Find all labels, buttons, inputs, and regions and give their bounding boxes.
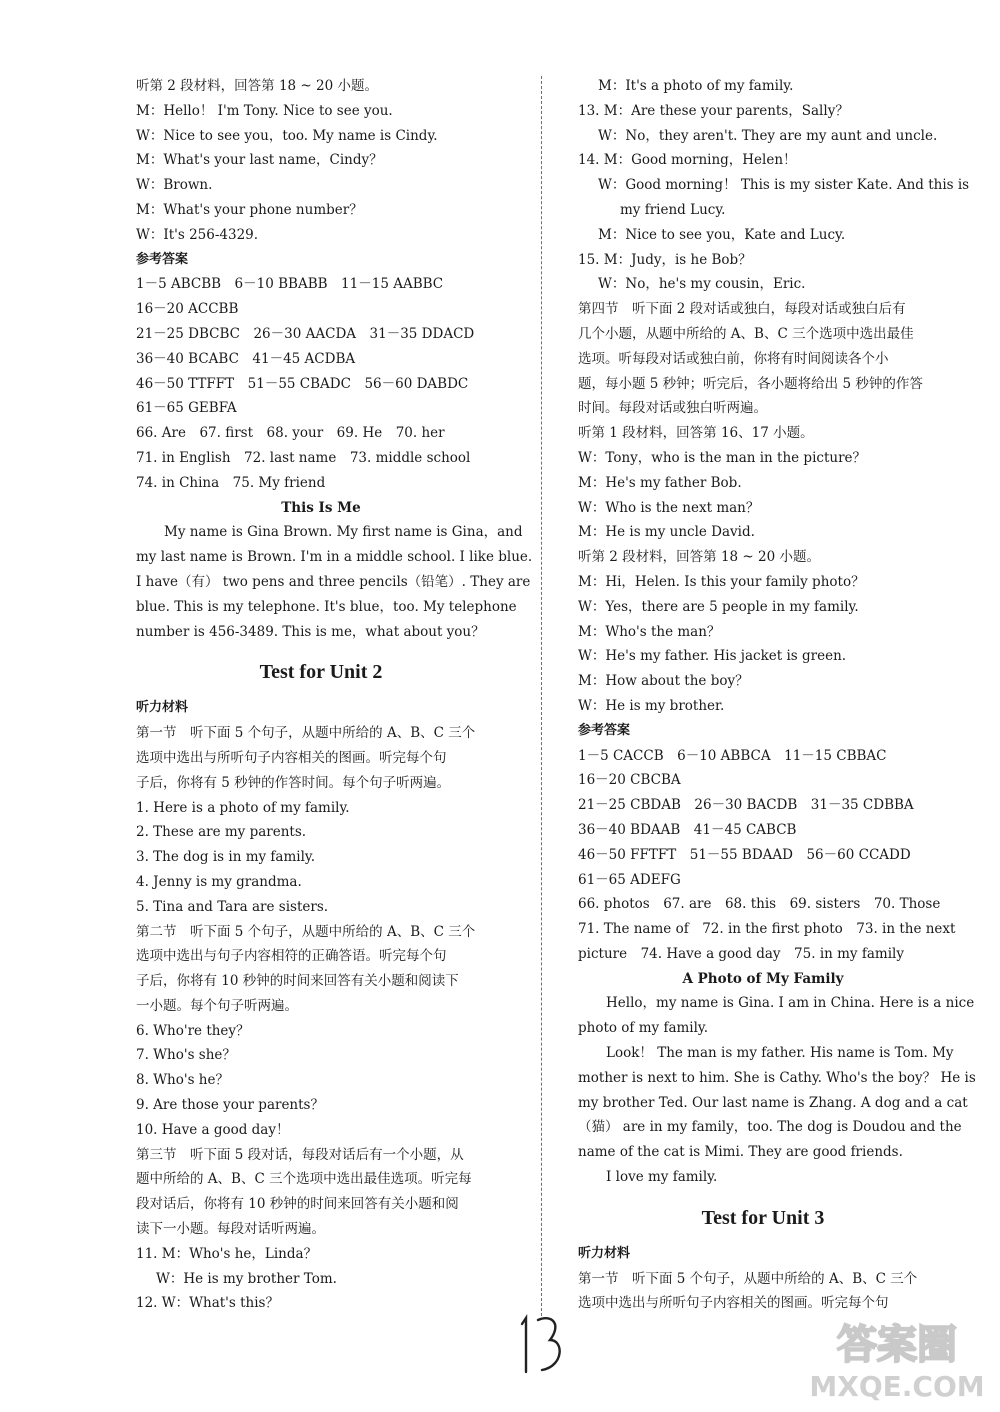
text-line: 子后，你将有 10 秒钟的时间来回答有关小题和阅读下 — [136, 973, 459, 990]
text-line: W：It's 256-4329. — [136, 226, 259, 243]
text-line: W：Yes，there are 5 people in my family. — [578, 598, 859, 615]
text-line: 读下一小题。每段对话听两遍。 — [136, 1221, 325, 1238]
question-11: 11. M：Who's he，Linda？ — [136, 1245, 318, 1262]
essay-body — [578, 991, 976, 1189]
answer-line: 74. in China 75. My friend — [136, 474, 326, 491]
essay-line: I have（有） two pens and three pencils（铅笔）. They are — [136, 573, 531, 590]
answer-line: 16－20 ACCBB — [136, 301, 239, 318]
answer-key — [136, 272, 506, 495]
text-line: 第二节 听下面 5 个句子，从题中所给的 A、B、C 三个 — [136, 923, 476, 940]
answer-line: 1－5 CACCB 6－10 ABBCA 11－15 CBBAC — [578, 747, 887, 764]
text-line: 题中所给的 A、B、C 三个选项中选出最佳选项。听完每 — [136, 1171, 472, 1188]
essay-line: My name is Gina Brown. My first name is Gina，and — [164, 524, 523, 541]
column-divider — [541, 76, 542, 1316]
text-line: M：Hi，Helen. Is this your family photo？ — [578, 573, 865, 590]
question-14-reply-cont: my friend Lucy. — [620, 201, 726, 218]
list-item: 9. Are those your parents？ — [136, 1097, 324, 1114]
answer-line: 36－40 BDAAB 41－45 CABCB — [578, 821, 797, 838]
essay-title: A Photo of My Family — [682, 970, 844, 987]
list-item: 1. Here is a photo of my family. — [136, 799, 350, 816]
left-column — [136, 74, 533, 1316]
text-line: 时间。每段对话或独白听两遍。 — [578, 400, 767, 417]
essay-line: my brother Ted. Our last name is Zhang. A dog and a cat — [578, 1094, 968, 1111]
text-line: W：He's my father. His jacket is green. — [578, 648, 847, 665]
answer-line: 21－25 CBDAB 26－30 BACDB 31－35 CDBBA — [578, 797, 914, 814]
answer-line: 61－65 GEBFA — [136, 400, 237, 417]
question-13-reply: W：No，they aren't. They are my aunt and uncle. — [598, 127, 938, 144]
essay-line: name of the cat is Mimi. They are good friends. — [578, 1144, 903, 1161]
question-14-reply: W：Good morning！ This is my sister Kate. And this is — [598, 177, 970, 194]
essay-line: I love my family. — [606, 1169, 718, 1186]
text-line: 几个小题，从题中所给的 A、B、C 三个选项中选出最佳 — [578, 325, 914, 342]
answer-line: 36－40 BCABC 41－45 ACDBA — [136, 350, 356, 367]
text-line: 第一节 听下面 5 个句子，从题中所给的 A、B、C 三个 — [136, 725, 476, 742]
intro-dialog — [136, 74, 506, 248]
question-12-reply: M：It's a photo of my family. — [598, 78, 794, 94]
list-item: 4. Jenny is my grandma. — [136, 873, 302, 890]
text-line: 听第 2 段材料，回答第 18 ~ 20 小题。 — [136, 78, 379, 94]
unit-2-title: Test for Unit 2 — [259, 661, 383, 684]
answer-line: 1－5 ABCBB 6－10 BBABB 11－15 AABBC — [136, 276, 444, 293]
section-3-instructions — [136, 1143, 506, 1242]
list-item: 6. Who're they？ — [136, 1022, 250, 1039]
answer-line: 46－50 TTFFT 51－55 CBADC 56－60 DABDC — [136, 375, 469, 392]
text-line: 第一节 听下面 5 个句子，从题中所给的 A、B、C 三个 — [578, 1270, 918, 1287]
answer-line: 66. Are 67. first 68. your 69. He 70. her — [136, 425, 445, 442]
essay-line: Hello，my name is Gina. I am in China. Here is a nice — [606, 995, 975, 1012]
text-line: M：Hello！ I'm Tony. Nice to see you. — [136, 102, 393, 119]
watermark-logo — [802, 1306, 992, 1406]
right-column — [578, 74, 976, 1316]
section-2-items — [136, 1019, 506, 1143]
question-14-reply-2: M：Nice to see you，Kate and Lucy. — [598, 226, 846, 243]
text-line: M：What's your phone number？ — [136, 201, 363, 218]
text-line: M：Who's the man？ — [578, 623, 721, 640]
unit-3-title: Test for Unit 3 — [701, 1206, 825, 1229]
list-item: 8. Who's he？ — [136, 1072, 229, 1089]
question-11-reply: W：He is my brother Tom. — [156, 1270, 337, 1287]
question-13: 13. M：Are these your parents，Sally？ — [578, 102, 849, 119]
answer-line: 71. in English 72. last name 73. middle school — [136, 449, 471, 466]
text-line: W：Tony，who is the man in the picture？ — [578, 449, 867, 466]
essay-body — [136, 520, 533, 644]
section-4-instructions — [578, 297, 948, 421]
answer-line: 66. photos 67. are 68. this 69. sisters 70. Those — [578, 896, 941, 913]
text-line: M：How about the boy？ — [578, 673, 749, 690]
question-12: 12. W：What's this？ — [136, 1295, 279, 1312]
text-line: 段对话后，你将有 10 秒钟的时间来回答有关小题和阅 — [136, 1196, 459, 1213]
answer-line: 16－20 CBCBA — [578, 772, 681, 789]
question-14: 14. M：Good morning，Helen！ — [578, 152, 797, 169]
section-1-instructions — [136, 721, 506, 795]
text-line: W：Brown. — [136, 177, 213, 194]
answers-heading: 参考答案 — [136, 251, 189, 267]
watermark-bottom-text: MXQE.COM — [809, 1370, 985, 1403]
question-15: 15. M：Judy，is he Bob？ — [578, 251, 752, 268]
essay-line: mother is next to him. She is Cathy. Who's the boy？ He is — [578, 1069, 976, 1086]
essay-line: Look！ The man is my father. His name is Tom. My — [606, 1045, 954, 1062]
essay-line: （猫） are in my family，too. The dog is Doudou and the — [578, 1119, 962, 1136]
text-line: 选项中选出与所听句子内容相关的图画。听完每个句 — [578, 1295, 889, 1312]
text-line: 选项中选出与句子内容相符的正确答语。听完每个句 — [136, 948, 447, 965]
text-line: W：Who is the next man？ — [578, 499, 760, 516]
text-line: 子后，你将有 5 秒钟的作答时间。每个句子听两遍。 — [136, 774, 451, 791]
essay-line: number is 456-3489. This is me，what about you？ — [136, 623, 485, 640]
list-item: 3. The dog is in my family. — [136, 849, 316, 866]
text-line: M：What's your last name，Cindy？ — [136, 152, 383, 169]
watermark-top-text: 答案圈 — [837, 1322, 957, 1368]
page-number — [512, 1310, 572, 1380]
essay-line: blue. This is my telephone. It's blue，too. My telephone — [136, 598, 517, 615]
answers-heading: 参考答案 — [578, 722, 631, 738]
essay-title: This Is Me — [281, 499, 361, 516]
listening-heading: 听力材料 — [578, 1245, 631, 1261]
section-2-instructions — [136, 920, 506, 1019]
dialog-1 — [578, 421, 948, 545]
answer-line: 71. The name of 72. in the first photo 73. in the next — [578, 921, 956, 938]
question-15-reply: W：No，he's my cousin，Eric. — [598, 276, 806, 293]
text-line: W：Nice to see you，too. My name is Cindy. — [136, 127, 438, 144]
text-line: 选项。听每段对话或独白前，你将有时间阅读各个小 — [578, 350, 889, 367]
list-item: 2. These are my parents. — [136, 824, 307, 841]
text-line: 第四节 听下面 2 段对话或独白，每段对话或独白后有 — [578, 301, 906, 318]
listening-heading: 听力材料 — [136, 700, 189, 716]
text-line: 题，每小题 5 秒钟；听完后，各小题将给出 5 秒钟的作答 — [578, 375, 923, 392]
text-line: M：He is my uncle David. — [578, 524, 755, 541]
text-line: M：He's my father Bob. — [578, 474, 742, 491]
list-item: 7. Who's she？ — [136, 1047, 236, 1064]
dialog-2 — [578, 545, 948, 719]
answer-line: picture 74. Have a good day 75. in my family — [578, 945, 904, 962]
answer-line: 61－65 ADEFG — [578, 871, 681, 888]
text-line: W：He is my brother. — [578, 697, 725, 714]
essay-line: my last name is Brown. I'm in a middle school. I like blue. — [136, 549, 533, 566]
section-1-items — [136, 796, 506, 920]
text-line: 第三节 听下面 5 段对话，每段对话后有一个小题，从 — [136, 1146, 464, 1163]
text-line: 听第 2 段材料，回答第 18 ~ 20 小题。 — [578, 549, 821, 566]
answer-line: 21－25 DBCBC 26－30 AACDA 31－35 DDACD — [136, 325, 475, 342]
list-item: 5. Tina and Tara are sisters. — [136, 898, 329, 915]
list-item: 10. Have a good day！ — [136, 1121, 290, 1138]
text-line: 选项中选出与所听句子内容相关的图画。听完每个句 — [136, 749, 447, 766]
answer-key — [578, 744, 956, 967]
answer-line: 46－50 FFTFT 51－55 BDAAD 56－60 CCADD — [578, 846, 911, 863]
text-line: 一小题。每个句子听两遍。 — [136, 997, 298, 1014]
essay-line: photo of my family. — [578, 1020, 709, 1037]
text-line: 听第 1 段材料，回答第 16、17 小题。 — [578, 425, 814, 442]
